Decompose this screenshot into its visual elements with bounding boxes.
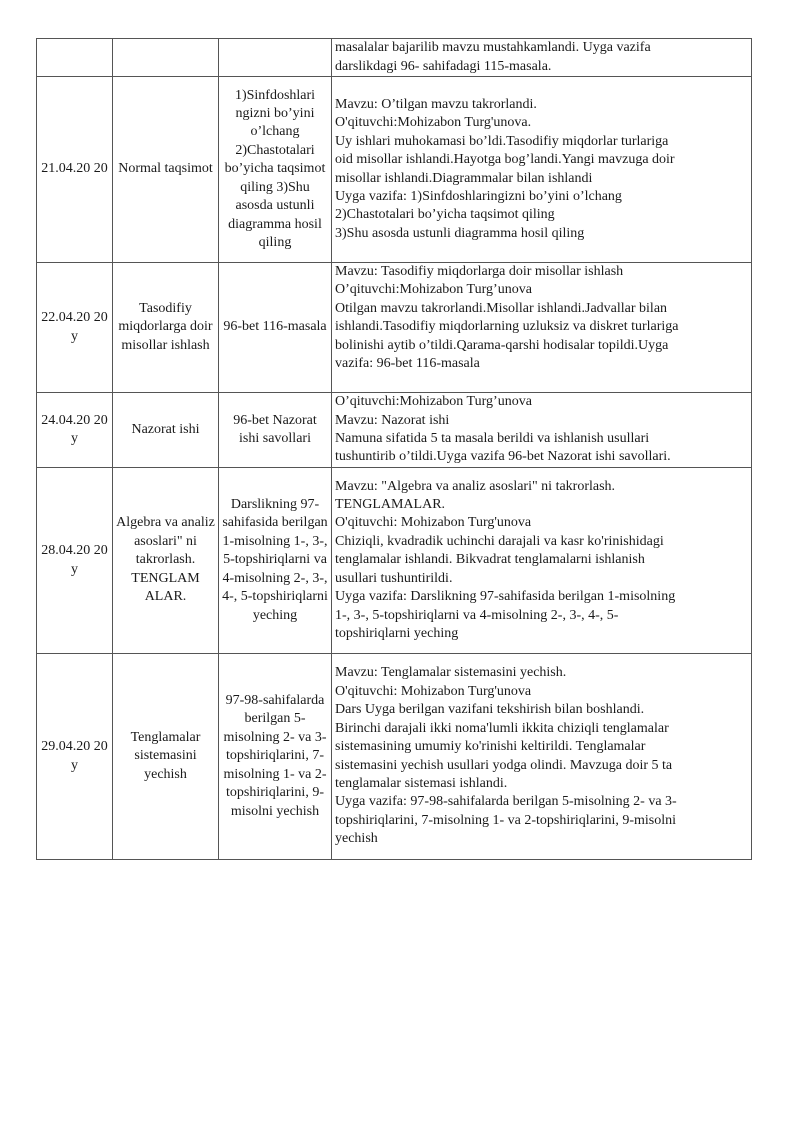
description-line: oid misollar ishlandi.Hayotga bog’landi.Yangi mavzuga doir: [335, 152, 675, 168]
topic-cell: Normal taqsimot: [113, 77, 219, 263]
date-cell: 28.04.20 20 y: [37, 468, 113, 654]
table-row: [37, 393, 752, 468]
description-line: O'qituvchi:Mohizabon Turg'unova.: [335, 115, 532, 131]
description-line: misollar ishlandi.Diagrammalar bilan ishlandi: [335, 170, 593, 186]
description-line: Mavzu: Tasodifiy miqdorlarga doir misollar ishlash: [335, 264, 624, 279]
description-line: O'qituvchi: Mohizabon Turg'unova: [335, 683, 532, 699]
homework-cell: [219, 39, 332, 77]
topic-cell: Nazorat ishi: [113, 393, 219, 468]
description-line: Mavzu: Tenglamalar sistemasini yechish.: [335, 665, 567, 681]
date-cell: 21.04.20 20: [37, 77, 113, 263]
description-line: 1-, 3-, 5-topshiriqlarni va 4-misolning 2-, 3-, 4-, 5-: [335, 607, 619, 623]
description-line: O’qituvchi:Mohizabon Turg’unova: [335, 282, 532, 298]
description-cell: [332, 468, 752, 654]
description-cell: [332, 39, 752, 77]
description-line: topshiriqlarni yeching: [335, 625, 459, 641]
homework-cell: 1)Sinfdoshlari ngizni bo’yini o’lchang 2)Chastotalari bo’yicha taqsimot qiling 3)Shu asosda ustunli diagramma hosil qiling: [219, 77, 332, 263]
description-line: tushuntirib o’tildi.Uyga vazifa 96-bet Nazorat ishi savollari.: [335, 449, 671, 465]
topic-cell: Tasodifiy miqdorlarga doir misollar ishlash: [113, 263, 219, 393]
description-line: ishlandi.Tasodifiy miqdorlarning uzluksiz va diskret turlariga: [335, 319, 679, 335]
homework-cell: 97-98-sahifalarda berilgan 5-misolning 2- va 3-topshiriqlarini, 7-misolning 1- va 2-topshiriqlarini, 9-misolni yechish: [219, 654, 332, 860]
table-row: [37, 77, 752, 263]
description-cell: [332, 263, 752, 393]
topic-cell: [113, 39, 219, 77]
homework-cell: 96-bet 116-masala: [219, 263, 332, 393]
description-line: Mavzu: "Algebra va analiz asoslari" ni takrorlash.: [335, 478, 616, 494]
description-line: TENGLAMALAR.: [335, 497, 446, 513]
description-line: Chiziqli, kvadradik uchinchi darajali va kasr ko'rinishidagi: [335, 533, 664, 549]
description-cell: [332, 654, 752, 860]
description-line: 3)Shu asosda ustunli diagramma hosil qiling: [335, 225, 585, 241]
table-row: [37, 468, 752, 654]
description-line: Otilgan mavzu takrorlandi.Misollar ishlandi.Jadvallar bilan: [335, 300, 668, 316]
description-line: tenglamalar sistemasi ishlandi.: [335, 775, 508, 791]
table-row: [37, 39, 752, 77]
description-line: Uyga vazifa: 97-98-sahifalarda berilgan 5-misolning 2- va 3-: [335, 794, 677, 810]
description-line: Uy ishlari muhokamasi bo’ldi.Tasodifiy miqdorlar turlariga: [335, 133, 669, 149]
description-line: Uyga vazifa: Darslikning 97-sahifasida berilgan 1-misolning: [335, 589, 676, 605]
description-line: Mavzu: O’tilgan mavzu takrorlandi.: [335, 96, 537, 112]
homework-cell: Darslikning 97-sahifasida berilgan 1-misolning 1-, 3-, 5-topshiriqlarni va 4-misolning 2-, 3-, 4-, 5-topshiriqlarni yeching: [219, 468, 332, 654]
topic-cell: Algebra va analiz asoslari" ni takrorlash. TENGLAM ALAR.: [113, 468, 219, 654]
description-line: Namuna sifatida 5 ta masala berildi va ishlanish usullari: [335, 431, 650, 446]
description-line: Mavzu: Nazorat ishi: [335, 412, 450, 428]
description-line: darslikdagi 96- sahifadagi 115-masala.: [335, 58, 552, 74]
description-line: tenglamalar ishlandi. Bikvadrat tenglamalarni ishlanish: [335, 552, 645, 568]
description-line: bolinishi aytib o’tildi.Qarama-qarshi hodisalar topildi.Uyga: [335, 337, 669, 353]
lesson-journal-table: [36, 38, 752, 860]
table-row: [37, 654, 752, 860]
description-line: Uyga vazifa: 1)Sinfdoshlaringizni bo’yini o’lchang: [335, 188, 622, 204]
homework-cell: 96-bet Nazorat ishi savollari: [219, 393, 332, 468]
topic-cell: Tenglamalar sistemasini yechish: [113, 654, 219, 860]
description-line: Birinchi darajali ikki noma'lumli ikkita chiziqli tenglamalar: [335, 720, 669, 736]
date-cell: [37, 39, 113, 77]
description-line: usullari tushuntirildi.: [335, 570, 453, 586]
description-cell: [332, 393, 752, 468]
description-line: vazifa: 96-bet 116-masala: [335, 356, 480, 372]
date-cell: 29.04.20 20 y: [37, 654, 113, 860]
description-line: sistemasining umumiy ko'rinishi keltirildi. Tenglamalar: [335, 739, 646, 755]
description-line: yechish: [335, 831, 378, 847]
description-line: masalalar bajarilib mavzu mustahkamlandi. Uyga vazifa: [335, 40, 651, 56]
table-row: [37, 263, 752, 393]
description-line: O’qituvchi:Mohizabon Turg’unova: [335, 394, 532, 410]
description-line: 2)Chastotalari bo’yicha taqsimot qiling: [335, 207, 555, 223]
description-line: Dars Uyga berilgan vazifani tekshirish bilan boshlandi.: [335, 702, 645, 718]
description-line: O'qituvchi: Mohizabon Turg'unova: [335, 515, 532, 531]
date-cell: 22.04.20 20 y: [37, 263, 113, 393]
description-line: topshiriqlarini, 7-misolning 1- va 2-topshiriqlarini, 9-misolni: [335, 812, 677, 828]
description-cell: [332, 77, 752, 263]
description-line: sistemasini yechish usullari yodga olindi. Mavzuga doir 5 ta: [335, 757, 673, 773]
date-cell: 24.04.20 20 y: [37, 393, 113, 468]
